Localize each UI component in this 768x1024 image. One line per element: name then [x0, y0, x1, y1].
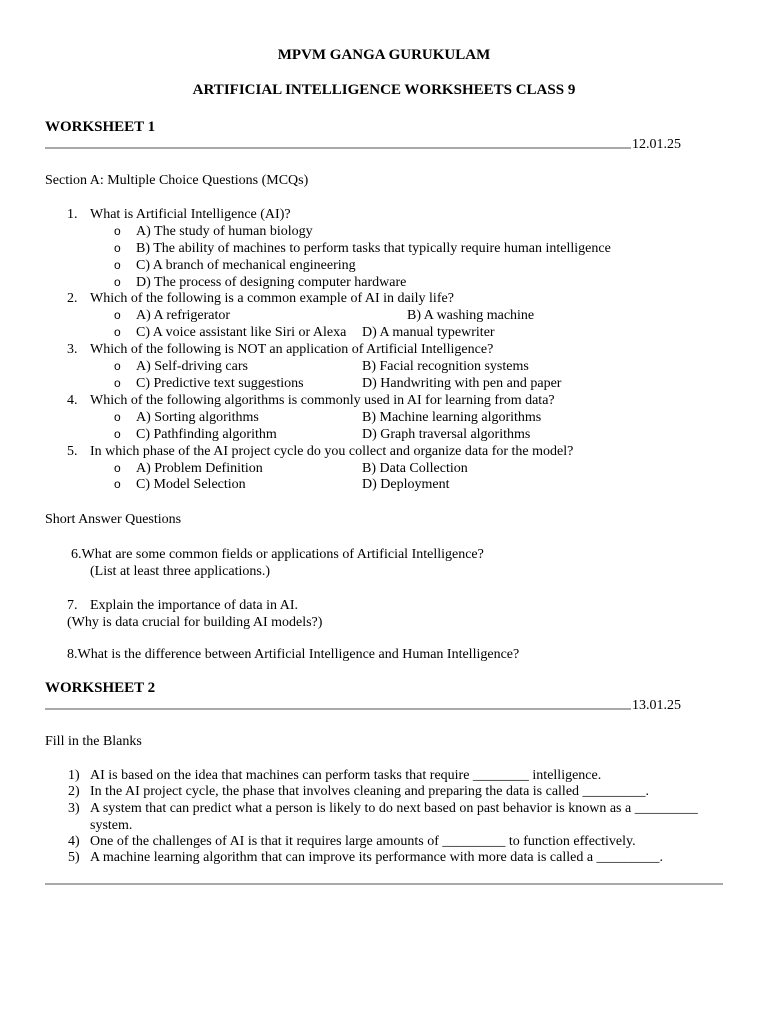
fill-item-text-continued: system. — [90, 818, 133, 833]
fill-item-number: 1) — [68, 768, 80, 783]
fill-item-text: A machine learning algorithm that can improve its performance with more data is called a _________. — [90, 850, 664, 865]
q4-text: Which of the following algorithms is commonly used in AI for learning from data? — [90, 393, 555, 408]
q3-option-a: A) Self-driving cars — [136, 359, 248, 374]
q1-option-c: C) A branch of mechanical engineering — [136, 258, 356, 273]
q2-option-b: B) A washing machine — [407, 308, 535, 323]
bullet: o — [114, 477, 121, 491]
q4-option-a: A) Sorting algorithms — [136, 410, 259, 425]
bullet: o — [114, 427, 121, 441]
q4-option-c: C) Pathfinding algorithm — [136, 427, 277, 442]
q5-option-c: C) Model Selection — [136, 477, 246, 492]
q3-number: 3. — [67, 342, 78, 357]
q6-note: (List at least three applications.) — [90, 564, 270, 579]
q5-option-d: D) Deployment — [362, 477, 450, 492]
q1-number: 1. — [67, 207, 78, 222]
bullet: o — [114, 359, 121, 373]
page-title: ARTIFICIAL INTELLIGENCE WORKSHEETS CLASS 9 — [192, 82, 576, 98]
section-a-heading: Section A: Multiple Choice Questions (MCQs) — [45, 173, 309, 188]
q3-option-c: C) Predictive text suggestions — [136, 376, 304, 391]
worksheet2-heading: WORKSHEET 2 — [45, 680, 156, 696]
bullet: o — [114, 258, 121, 272]
q5-option-b: B) Data Collection — [362, 461, 468, 476]
bullet: o — [114, 224, 121, 238]
q7-note: (Why is data crucial for building AI models?) — [67, 615, 323, 630]
q3-option-b: B) Facial recognition systems — [362, 359, 529, 374]
bullet: o — [114, 275, 121, 289]
q4-number: 4. — [67, 393, 78, 408]
q5-number: 5. — [67, 444, 78, 459]
q6-text: 6.What are some common fields or applications of Artificial Intelligence? — [71, 547, 484, 562]
q7-text: Explain the importance of data in AI. — [90, 598, 298, 613]
fill-item-text: AI is based on the idea that machines can perform tasks that require ________ intelligence. — [90, 768, 602, 783]
fill-item-number: 5) — [68, 850, 80, 865]
q1-option-a: A) The study of human biology — [136, 224, 313, 239]
bullet: o — [114, 461, 121, 475]
q1-option-b: B) The ability of machines to perform tasks that typically require human intelligence — [136, 241, 611, 256]
fill-blanks-heading: Fill in the Blanks — [45, 734, 142, 749]
q7-number: 7. — [67, 598, 78, 613]
worksheet1-heading: WORKSHEET 1 — [45, 119, 156, 135]
school-name: MPVM GANGA GURUKULAM — [277, 47, 491, 63]
q2-option-a: A) A refrigerator — [136, 308, 231, 323]
q1-option-d: D) The process of designing computer hardware — [136, 275, 407, 290]
q3-text: Which of the following is NOT an application of Artificial Intelligence? — [90, 342, 494, 357]
bullet: o — [114, 308, 121, 322]
worksheet2-rule — [45, 708, 631, 710]
bottom-rule — [45, 883, 723, 885]
fill-item-number: 3) — [68, 801, 80, 816]
q5-option-a: A) Problem Definition — [136, 461, 263, 476]
bullet: o — [114, 376, 121, 390]
q4-option-d: D) Graph traversal algorithms — [362, 427, 531, 442]
worksheet1-rule — [45, 147, 631, 149]
q3-option-d: D) Handwriting with pen and paper — [362, 376, 562, 391]
q1-text: What is Artificial Intelligence (AI)? — [90, 207, 291, 222]
fill-item-number: 4) — [68, 834, 80, 849]
q2-text: Which of the following is a common example of AI in daily life? — [90, 291, 454, 306]
worksheet2-date: 13.01.25 — [632, 698, 681, 713]
q8-text: 8.What is the difference between Artificial Intelligence and Human Intelligence? — [67, 647, 520, 662]
q2-option-d: D) A manual typewriter — [362, 325, 495, 340]
bullet: o — [114, 410, 121, 424]
q2-number: 2. — [67, 291, 78, 306]
q4-option-b: B) Machine learning algorithms — [362, 410, 542, 425]
fill-item-text: One of the challenges of AI is that it requires large amounts of _________ to function effectively. — [90, 834, 636, 849]
bullet: o — [114, 325, 121, 339]
fill-item-number: 2) — [68, 784, 80, 799]
bullet: o — [114, 241, 121, 255]
q2-option-c: C) A voice assistant like Siri or Alexa — [136, 325, 347, 340]
worksheet1-date: 12.01.25 — [632, 137, 681, 152]
short-answer-heading: Short Answer Questions — [45, 512, 182, 527]
fill-item-text: A system that can predict what a person is likely to do next based on past behavior is known as a _________ — [90, 801, 698, 816]
q5-text: In which phase of the AI project cycle do you collect and organize data for the model? — [90, 444, 574, 459]
fill-item-text: In the AI project cycle, the phase that involves cleaning and preparing the data is called _________. — [90, 784, 650, 799]
